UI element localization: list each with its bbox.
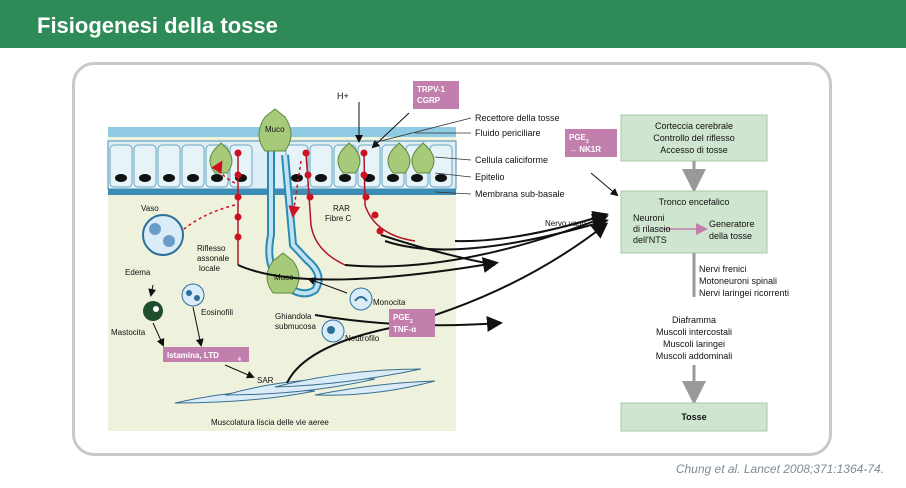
neuroni-line-1: Neuroni [633,213,665,223]
muscles-line-1: Diaframma [671,315,717,325]
tosse-label: Tosse [681,412,707,422]
muscles-line-3: Muscoli laringei [662,339,726,349]
trpv-text: TRPV-1 [417,85,446,94]
eosinofili-label: Eosinofili [201,308,234,317]
citation: Chung et al. Lancet 2008;371:1364-74. [675,462,884,476]
cgrp-text: CGRP [417,96,441,105]
cortex-line-1: Corteccia cerebrale [654,121,734,131]
istamina-text: Istamina, LTD [167,351,219,360]
rar-label: RAR [333,204,350,213]
fibre-c-label: Fibre C [325,214,352,223]
title-bar [0,0,906,48]
mastocita-label: Mastocita [111,328,146,337]
nerves-line-1: Nervi frenici [699,264,747,274]
fluido-label: Fluido periciliare [475,128,541,138]
membrana-label: Membrana sub-basale [475,189,565,199]
riflesso-label-3: locale [199,264,220,273]
muscles-line-2: Muscoli intercostali [655,327,733,337]
pge-tnf-text: PGE [393,313,410,322]
cortex-line-3: Accesso di tosse [660,145,728,155]
pge-nk-sub: 2 [586,139,589,145]
neutrophil [322,320,344,342]
nerves-line-2: Motoneuroni spinali [699,276,778,286]
blood-vessel [143,215,183,255]
muco-top-label: Muco [265,125,285,134]
nk1r-text: → NK1R [569,145,602,154]
muscolatura-label: Muscolatura liscia delle vie aeree [211,418,329,427]
diagram-frame [72,62,832,456]
muscles-line-4: Muscoli addominali [655,351,733,361]
nerves-line-3: Nervi laringei ricorrenti [699,288,790,298]
ghiandola-label-1: Ghiandola [275,312,312,321]
monocyte [350,288,372,310]
cellula-label: Cellula caliciforme [475,155,549,165]
pge-nk1r-arrow [591,173,617,195]
istamina-sub: 4 [238,357,241,363]
mast-cell [143,301,163,321]
tnf-text: TNF-α [393,325,417,334]
pge-nk-text: PGE [569,133,586,142]
nervo-vago-label: Nervo vago [545,219,586,228]
edema-label: Edema [125,268,151,277]
neuroni-line-3: dell'NTS [633,235,667,245]
brainstem-title: Tronco encefalico [658,197,730,207]
monocita-label: Monocita [373,298,406,307]
sar-label: SAR [257,376,274,385]
recettore-label: Recettore della tosse [475,113,560,123]
h-ion-label: H+ [337,91,349,101]
neuroni-line-2: di rilascio [633,224,671,234]
muco-gland-label: Muco [274,273,294,282]
ghiandola-label-2: submucosa [275,322,316,331]
generatore-line-1: Generatore [709,219,755,229]
eosinophil [182,284,204,306]
riflesso-label-2: assonale [197,254,230,263]
epitelio-label: Epitelio [475,172,505,182]
riflesso-label-1: Riflesso [197,244,226,253]
neutrofilo-label: Neutrofilo [345,334,380,343]
pge-tnf-sub: 2 [410,319,413,325]
page-title: Fisiogenesi della tosse [37,13,278,38]
generatore-line-2: della tosse [709,231,753,241]
cortex-line-2: Controllo del riflesso [653,133,735,143]
cough-pathophysiology-diagram [75,65,829,453]
sub-basal-membrane [108,189,456,195]
vaso-label: Vaso [141,204,159,213]
